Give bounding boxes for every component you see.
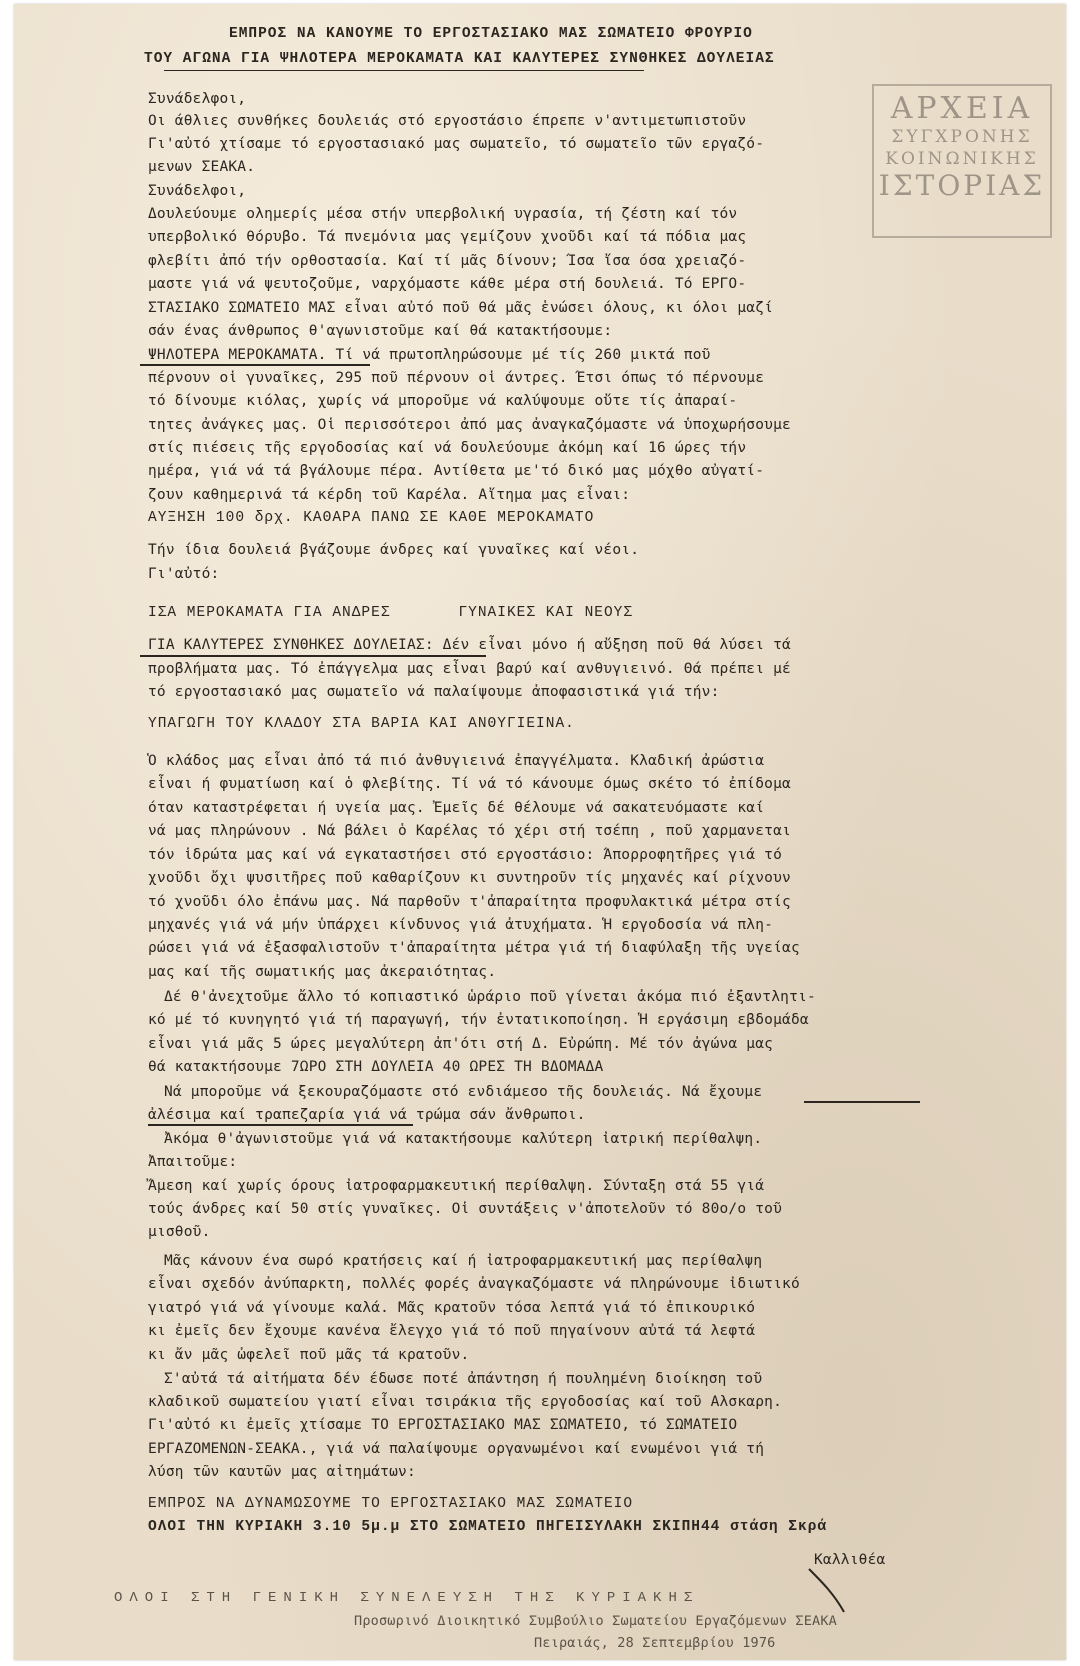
body-line: Γι'αὐτό χτίσαμε τό εργοστασιακό μας σωματεῖο, τό σωματεῖο τῶν εργαζό- <box>148 136 765 152</box>
document-page <box>14 4 1066 1660</box>
body-line: Τήν ίδια δουλειά βγάζουμε άνδρες καί γυναῖκες καί νέοι. <box>148 542 640 558</box>
body-line: χνοῦδι ὄχι ψυσιτῆρες ποῦ καθαρίζουν κι συντηροῦν τίς μηχανές καί ρίχνουν <box>148 870 791 886</box>
body-line: κό μέ τό κυνηγητό γιά τή παραγωγή, τήν ἐντατικοποίηση. Ἡ εργάσιμη εβδομάδα <box>148 1012 809 1028</box>
body-line: υπερβολικό θόρυβο. Τά πνεμόνια μας γεμίζουν χνοῦδι καί τά πόδια μας <box>148 229 747 245</box>
body-line: πέρνουν οἱ γυναῖκες, 295 ποῦ πέρνουν οἱ άντρες. Έτσι όπως τό πέρνουμε <box>148 370 765 386</box>
pen-stroke-mark <box>804 1564 864 1624</box>
body-line: Νά μποροῦμε νά ξεκουραζόμαστε στό ενδιάμεσο τῆς δουλειάς. Νά ἔχουμε <box>164 1084 763 1100</box>
body-line: μισθοῦ. <box>148 1224 211 1240</box>
body-line: ΟΛΟΙ ΤΗΝ ΚΥΡΙΑΚΗ 3.10 5μ.μ ΣΤΟ ΣΩΜΑΤΕΙΟ ΠΗΓΕΙΣΥΛΑΚΗ ΣΚΙΠΗ44 στάση Σκρά <box>148 1519 828 1535</box>
body-line: τό εργοστασιακό μας σωματεῖο νά παλαίψουμε ἀποφασιστικά γιά τήν: <box>148 684 720 700</box>
body-line: σάν ένας άνθρωπος θ'αγωνιστοῦμε καί θά κατακτήσουμε: <box>148 323 613 339</box>
body-line: Γι'αὐτό κι ἐμεῖς χτίσαμε ΤΟ ΕΡΓΟΣΤΑΣΙΑΚΟ ΜΑΣ ΣΩΜΑΤΕΙΟ, τό ΣΩΜΑΤΕΙΟ <box>148 1417 738 1433</box>
body-line: ΕΜΠΡΟΣ ΝΑ ΔΥΝΑΜΩΣΟΥΜΕ ΤΟ ΕΡΓΟΣΤΑΣΙΑΚΟ ΜΑΣ ΣΩΜΑΤΕΙΟ <box>148 1496 634 1512</box>
underline <box>140 364 370 366</box>
body-line: ΨΗΛΟΤΕΡΑ ΜΕΡΟΚΑΜΑΤΑ. Τί νά πρωτοπληρώσουμε μέ τίς 260 μικτά ποῦ <box>148 347 711 363</box>
body-line: θά κατακτήσουμε 7ΩΡΟ ΣΤΗ ΔΟΥΛΕΙΑ 40 ΩΡΕΣ ΤΗ ΒΔΟΜΑΔΑ <box>148 1059 604 1075</box>
body-line: ΕΡΓΑΖΟΜΕΝΩΝ-ΣΕΑΚΑ., γιά νά παλαίψουμε οργανωμένοι καί ενωμένοι γιά τή <box>148 1441 765 1457</box>
body-line: εἶναι σχεδόν ἀνύπαρκτη, πολλές φορές ἀναγκαζόμαστε νά πληρώνουμε ἰδιωτικό <box>148 1276 800 1292</box>
archive-stamp <box>872 84 1052 238</box>
body-line: τητες ἀνάγκες μας. Οἱ περισσότεροι ἀπό μας ἀναγκαζόμαστε νά ὑποχωρήσουμε <box>148 417 791 433</box>
body-line: ΙΣΑ ΜΕΡΟΚΑΜΑΤΑ ΓΙΑ ΑΝΔΡΕΣ ΓΥΝΑΙΚΕΣ ΚΑΙ ΝΕΟΥΣ <box>148 605 634 621</box>
body-line: μενων ΣΕΑΚΑ. <box>148 159 256 175</box>
body-line: φλεβίτι ἀπό τήν ορθοστασία. Καί τί μᾶς δίνουν; Ίσα ἴσα όσα χρειαζό- <box>148 253 747 269</box>
footer-line: ΟΛΟΙ ΣΤΗ ΓΕΝΙΚΗ ΣΥΝΕΛΕΥΣΗ ΤΗΣ ΚΥΡΙΑΚΗΣ <box>114 1590 700 1606</box>
footer-line: Πειραιάς, 28 Σεπτεμβρίου 1976 <box>534 1635 776 1651</box>
archive-stamp-line: ΚΟΙΝΩΝΙΚΗΣ <box>885 149 1039 169</box>
body-line: ΥΠΑΓΩΓΗ ΤΟΥ ΚΛΑΔΟΥ ΣΤΑ ΒΑΡΙΑ ΚΑΙ ΑΝΘΥΓΙΕΙΝΑ. <box>148 716 575 732</box>
heading-underline <box>164 70 644 71</box>
body-line: Συνάδελφοι, <box>148 91 247 107</box>
archive-stamp-line: ΣΥΓΧΡΟΝΗΣ <box>891 127 1033 147</box>
underline <box>804 1101 920 1103</box>
body-line: γιατρό γιά νά γίνουμε καλά. Μᾶς κρατοῦν τόσα λεπτά γιά τό ἐπικουρικό <box>148 1300 756 1316</box>
body-line: Σ'αὐτά τά αἰτήματα δέν έδωσε ποτέ ἀπάντηση ή πουλημένη διοίκηση τοῦ <box>164 1371 763 1387</box>
body-line: ημέρα, γιά νά τά βγάλουμε πέρα. Αντίθετα με'τό δικό μας μόχθο αὐγατί- <box>148 463 765 479</box>
body-line: Ἄμεση καί χωρίς όρους ἰατροφαρμακευτική περίθαλψη. Σύνταξη στά 55 γιά <box>148 1178 765 1194</box>
body-line: τούς άνδρες καί 50 στίς γυναῖκες. Οἱ συντάξεις ν'ἀποτελοῦν τό 80ο/ο τοῦ <box>148 1201 783 1217</box>
body-line: τό χνοῦδι όλο ἐπάνω μας. Νά παρθοῦν τ'ἀπαραίτητα προφυλακτικά μέτρα στίς <box>148 894 791 910</box>
body-line: ΓΙΑ ΚΑΛΥΤΕΡΕΣ ΣΥΝΘΗΚΕΣ ΔΟΥΛΕΙΑΣ: Δέν εἶναι μόνο ή αὔξηση ποῦ θά λύσει τά <box>148 637 791 653</box>
body-line: ΑΥΞΗΣΗ 100 δρχ. ΚΑΘΑΡΑ ΠΑΝΩ ΣΕ ΚΑΘΕ ΜΕΡΟΚΑΜΑΤΟ <box>148 510 595 526</box>
body-line: Μᾶς κάνουν ένα σωρό κρατήσεις καί ή ἰατροφαρμακευτική μας περίθαλψη <box>164 1253 763 1269</box>
body-line: Οι άθλιες συνθήκες δουλειάς στό εργοστάσιο έπρεπε ν'αντιμετωπιστοῦν <box>148 113 747 129</box>
body-line: μαστε γιά νά ψευτοζοῦμε, ναρχόμαστε κάθε μέρα στή δουλειά. Τό ΕΡΓΟ- <box>148 276 747 292</box>
body-line: κι ἄν μᾶς ὠφελεῖ ποῦ μᾶς τά κρατοῦν. <box>148 1347 470 1363</box>
body-line: Ἀκόμα θ'ἀγωνιστοῦμε γιά νά κατακτήσουμε καλύτερη ἰατρική περίθαλψη. <box>164 1131 763 1147</box>
underline <box>148 1124 413 1126</box>
body-line: Συνάδελφοι, <box>148 183 247 199</box>
body-line: νά μας πληρώνουν . Νά βάλει ὁ Καρέλας τό χέρι στή τσέπη , ποῦ χαρμανεται <box>148 823 791 839</box>
body-line: τό δίνουμε κιόλας, χωρίς νά μποροῦμε νά καλύψουμε οὔτε τίς ἀπαραί- <box>148 393 738 409</box>
body-line: κλαδικοῦ σωματείου γιατί εἶναι τσιράκια τῆς εργοδοσίας καί τοῦ Αλσκαρη. <box>148 1394 783 1410</box>
archive-stamp-line: ΙΣΤΟΡΙΑΣ <box>878 169 1046 202</box>
document-heading: ΕΜΠΡΟΣ ΝΑ ΚΑΝΟΥΜΕ ΤΟ ΕΡΓΟΣΤΑΣΙΑΚΟ ΜΑΣ ΣΩΜΑΤΕΙΟ ΦΡΟΥΡΙΟ <box>229 26 753 42</box>
body-line: ρώσει γιά νά ἐξασφαλιστοῦν τ'ἀπαραίτητα μέτρα γιά τή διαφύλαξη τῆς υγείας <box>148 940 800 956</box>
archive-stamp-line: ΑΡΧΕΙΑ <box>890 91 1034 126</box>
body-line: εἶναι ή φυματίωση καί ὁ φλεβίτης. Τί νά τό κάνουμε όμως σκέτο τό ἐπίδομα <box>148 776 791 792</box>
body-line: ΣΤΑΣΙΑΚΟ ΣΩΜΑΤΕΙΟ ΜΑΣ εἶναι αὐτό ποῦ θά μᾶς ἑνώσει όλους, κι όλοι μαζί <box>148 300 774 316</box>
body-line: μας καί τῆς σωματικής μας ἀκεραιότητας. <box>148 964 497 980</box>
body-line: Δέ θ'ἀνεχτοῦμε ἄλλο τό κοπιαστικό ὡράριο ποῦ γίνεται ἀκόμα πιό ἐξαντλητι- <box>164 989 816 1005</box>
body-line: ζουν καθημερινά τά κέρδη τοῦ Καρέλα. Αἴτημα μας εἶναι: <box>148 487 631 503</box>
body-line: Ἀπαιτοῦμε: <box>148 1154 238 1170</box>
signoff-location: Καλλιθέα <box>814 1552 886 1568</box>
body-line: εἶναι γιά μᾶς 5 ώρες μεγαλύτερη ἀπ'ότι στή Δ. Εὐρώπη. Μέ τόν ἀγώνα μας <box>148 1036 774 1052</box>
body-line: τόν ἱδρώτα μας καί νά εγκαταστήσει στό εργοστάσιο: Άπορροφητῆρες γιά τό <box>148 847 783 863</box>
body-line: προβλήματα μας. Τό ἐπάγγελμα μας εἶναι βαρύ καί ανθυγιεινό. Θά πρέπει μέ <box>148 661 791 677</box>
body-line: Γι'αὐτό: <box>148 566 220 582</box>
body-line: Ὁ κλάδος μας εἶναι ἀπό τά πιό ἀνθυγιεινά ἐπαγγέλματα. Κλαδική ἀρώστια <box>148 753 765 769</box>
body-line: στίς πιέσεις τῆς εργοδοσίας καί νά δουλεύουμε ἀκόμη καί 16 ώρες τήν <box>148 440 747 456</box>
footer-line: Προσωρινό Διοικητικό Συμβούλιο Σωματείου Εργαζόμενων ΣΕΑΚΑ <box>354 1613 838 1629</box>
body-line: Δουλεύουμε ολημερίς μέσα στήν υπερβολική υγρασία, τή ζέστη καί τόν <box>148 206 738 222</box>
document-heading: ΤΟΥ ΑΓΩΝΑ ΓΙΑ ΨΗΛΟΤΕΡΑ ΜΕΡΟΚΑΜΑΤΑ ΚΑΙ ΚΑΛΥΤΕΡΕΣ ΣΥΝΘΗΚΕΣ ΔΟΥΛΕΙΑΣ <box>144 51 775 67</box>
body-line: κι ἐμεῖς δεν ἔχουμε κανένα ἔλεγχο γιά τό ποῦ πηγαίνουν αὐτά τά λεφτά <box>148 1323 756 1339</box>
body-line: λύση τῶν καυτῶν μας αἰτημάτων: <box>148 1464 416 1480</box>
body-line: όταν καταστρέφεται ή υγεία μας. Ἐμεῖς δέ θέλουμε νά σακατευόμαστε καί <box>148 800 765 816</box>
body-line: μηχανές γιά νά μήν ὑπάρχει κίνδυνος γιά ἀτυχήματα. Ἡ εργοδοσία νά πλη- <box>148 917 774 933</box>
body-line: ἀλέσιμα καί τραπεζαρία γιά νά τρώμα σάν ἄνθρωποι. <box>148 1107 586 1123</box>
underline <box>140 655 486 657</box>
